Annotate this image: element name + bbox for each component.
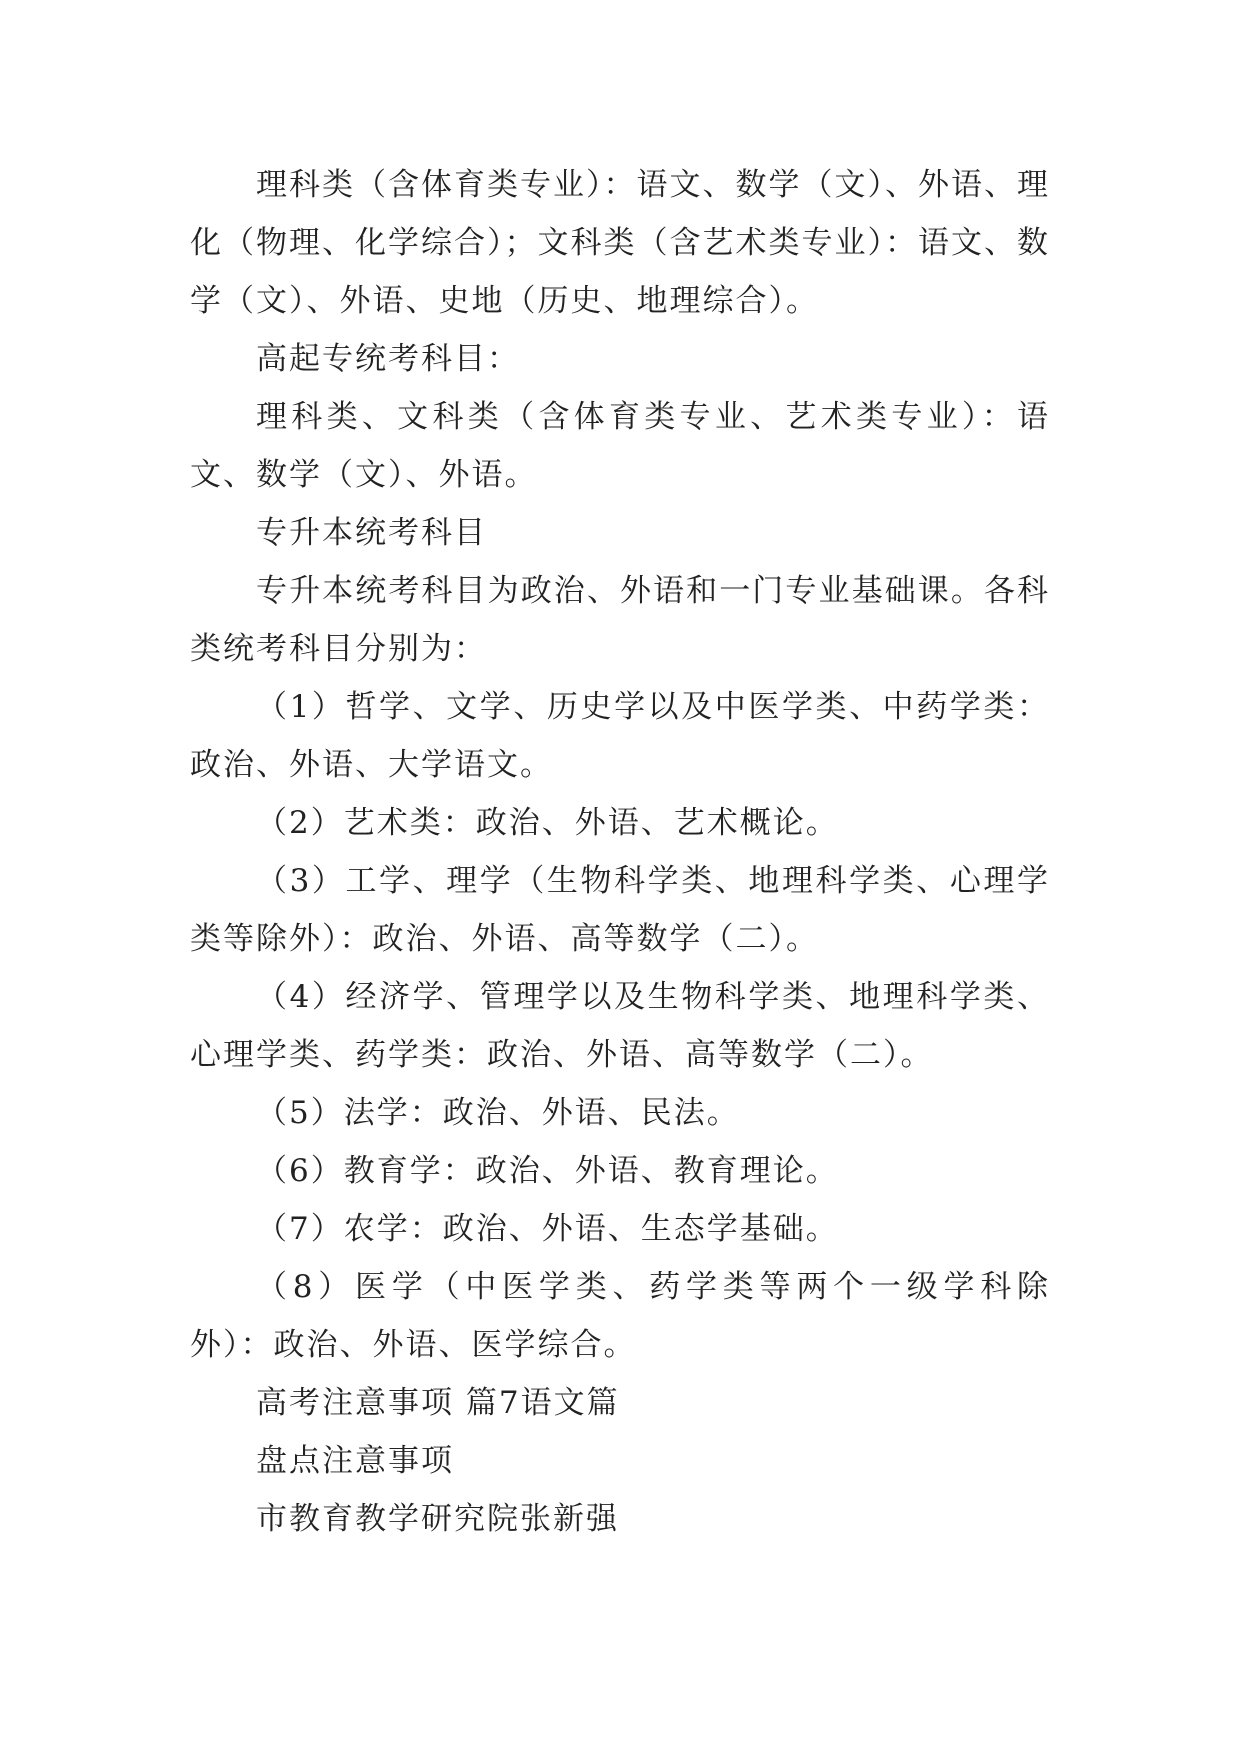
document-body [190,156,1050,1548]
list-item-5: （5）法学：政治、外语、民法。 [256,1095,740,1131]
list-item-4: （4）经济学、管理学以及生物科学类、地理科学类、心理学类、药学类：政治、外语、高等数学（二）。 [190,979,1050,1073]
section-title-left: 高考注意事项 篇7 [256,1385,521,1421]
paragraph-heading-gaoqizhuan: 高起专统考科目： [256,341,520,377]
paragraph-zhuanshengben-intro: 专升本统考科目为政治、外语和一门专业基础课。各科类统考科目分别为： [190,573,1050,667]
list-item-7: （7）农学：政治、外语、生态学基础。 [256,1211,839,1247]
list-item-1: （1）哲学、文学、历史学以及中医学类、中药学类：政治、外语、大学语文。 [190,689,1050,783]
list-item-6: （6）教育学：政治、外语、教育理论。 [256,1153,839,1189]
paragraph-exam-subjects-science-arts: 理科类（含体育类专业）：语文、数学（文）、外语、理化（物理、化学综合）；文科类（含艺术类专业）：语文、数学（文）、外语、史地（历史、地理综合）。 [190,167,1050,319]
section-title [190,1374,1050,1432]
subheading: 盘点注意事项 [256,1443,454,1479]
paragraph-heading-zhuanshengben: 专升本统考科目 [256,515,487,551]
list-item-2: （2）艺术类：政治、外语、艺术概论。 [256,805,839,841]
list-item-3: （3）工学、理学（生物科学类、地理科学类、心理学类等除外）：政治、外语、高等数学（二）。 [190,863,1050,957]
author-line: 市教育教学研究院张新强 [256,1501,619,1537]
paragraph-gaoqizhuan-subjects: 理科类、文科类（含体育类专业、艺术类专业）：语文、数学（文）、外语。 [190,399,1050,493]
section-title-right: 语文篇 [520,1385,620,1421]
list-item-8: （8）医学（中医学类、药学类等两个一级学科除外）：政治、外语、医学综合。 [190,1269,1050,1363]
